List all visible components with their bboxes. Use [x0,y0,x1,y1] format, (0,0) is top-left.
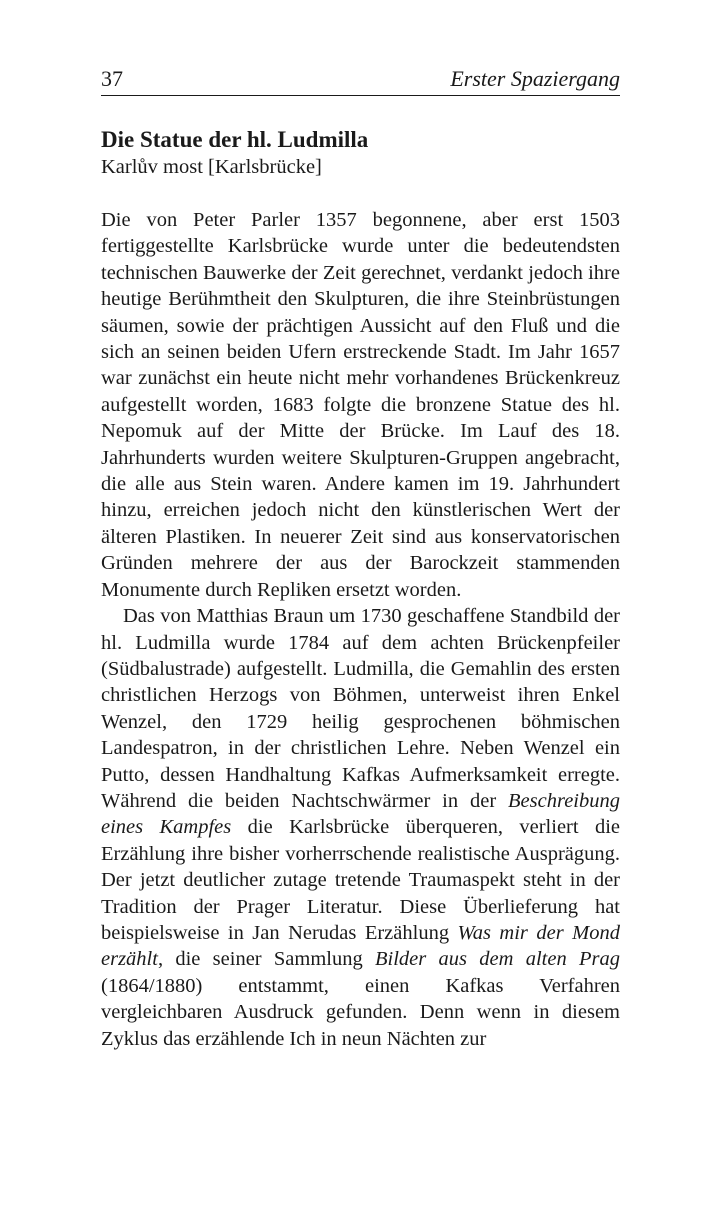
paragraph-2 [101,603,620,1052]
paragraph-1-text-1: Die von Peter Parler 1357 begonnene, aber erst 1503 fertiggestellte Karlsbrücke wurde unter die bedeutendsten technischen Bauwerke der Zeit gerechnet, verdankt jedoch ihre heutige Berühmtheit den Skulpturen, die ihre Steinbrüstungen säumen, sowie der prächtigen Aussicht auf den Fluß und die sich an seinen beiden Ufern erstreckende Stadt. Im Jahr 1657 war zunächst ein heute nicht mehr vorhandenes Brückenkreuz aufgestellt worden, 1683 folgte die bronzene Statue des hl. Nepomuk auf der Mitte der Brücke. Im Lauf des 18. Jahrhunderts wurden weitere Skulpturen-Gruppen angebracht, die alle aus Stein waren. Andere kamen im 19. Jahrhundert hinzu, erreichen jedoch nicht den künstlerischen Wert der älteren Plastiken. In neuerer Zeit sind aus konservatorischen Gründen mehrere der aus der Barockzeit stammenden Monumente durch Repliken ersetzt worden. [101,209,620,601]
book-page [101,66,620,1052]
paragraph-2-text-1: Das von Matthias Braun um 1730 geschaffene Standbild der hl. Ludmilla wurde 1784 auf dem achten Brückenpfeiler (Südbalustrade) aufgestellt. Ludmilla, die Gemahlin des ersten christlichen Herzogs von Böhmen, unterweist ihren Enkel Wenzel, den 1729 heilig gesprochenen böhmischen Landespatron, in der christlichen Lehre. Neben Wenzel ein Putto, dessen Handhaltung Kafkas Aufmerksamkeit erregte. Während die beiden Nachtschwärmer in der [101,605,620,812]
story-title-was-mir-der-mond-erzaehlt: Was mir der Mond erzählt [101,921,620,971]
collection-title-bilder-aus-dem-alten-prag: Bilder aus dem alten Prag [375,948,620,971]
section-location: Karlův most [Karlsbrücke] [101,156,322,178]
book-title-beschreibung-eines-kampfes: Beschreibung eines Kampfes [101,789,620,839]
paragraph-1 [101,207,620,603]
page-number: 37 [101,66,123,91]
paragraph-2-text-2: die Karlsbrücke überqueren, verliert die Erzählung ihre bisher vorherrschende realistische Ausprägung. Der jetzt deutlicher zutage tretende Traumaspekt steht in der Tradition der Prager Literatur. Diese Überlieferung hat beispielsweise in Jan Nerudas Erzählung [101,816,620,944]
section-heading: Die Statue der hl. Ludmilla [101,127,369,152]
body-text [101,207,620,1052]
running-head [101,66,620,96]
paragraph-2-text-4: (1864/1880) entstammt, einen Kafkas Verfahren vergleichbaren Ausdruck gefunden. Denn wenn in diesem Zyklus das erzählende Ich in neun Nächten zur [101,974,620,1050]
paragraph-2-text-3: , die seiner Sammlung [157,948,376,971]
running-head-title: Erster Spaziergang [450,66,620,91]
